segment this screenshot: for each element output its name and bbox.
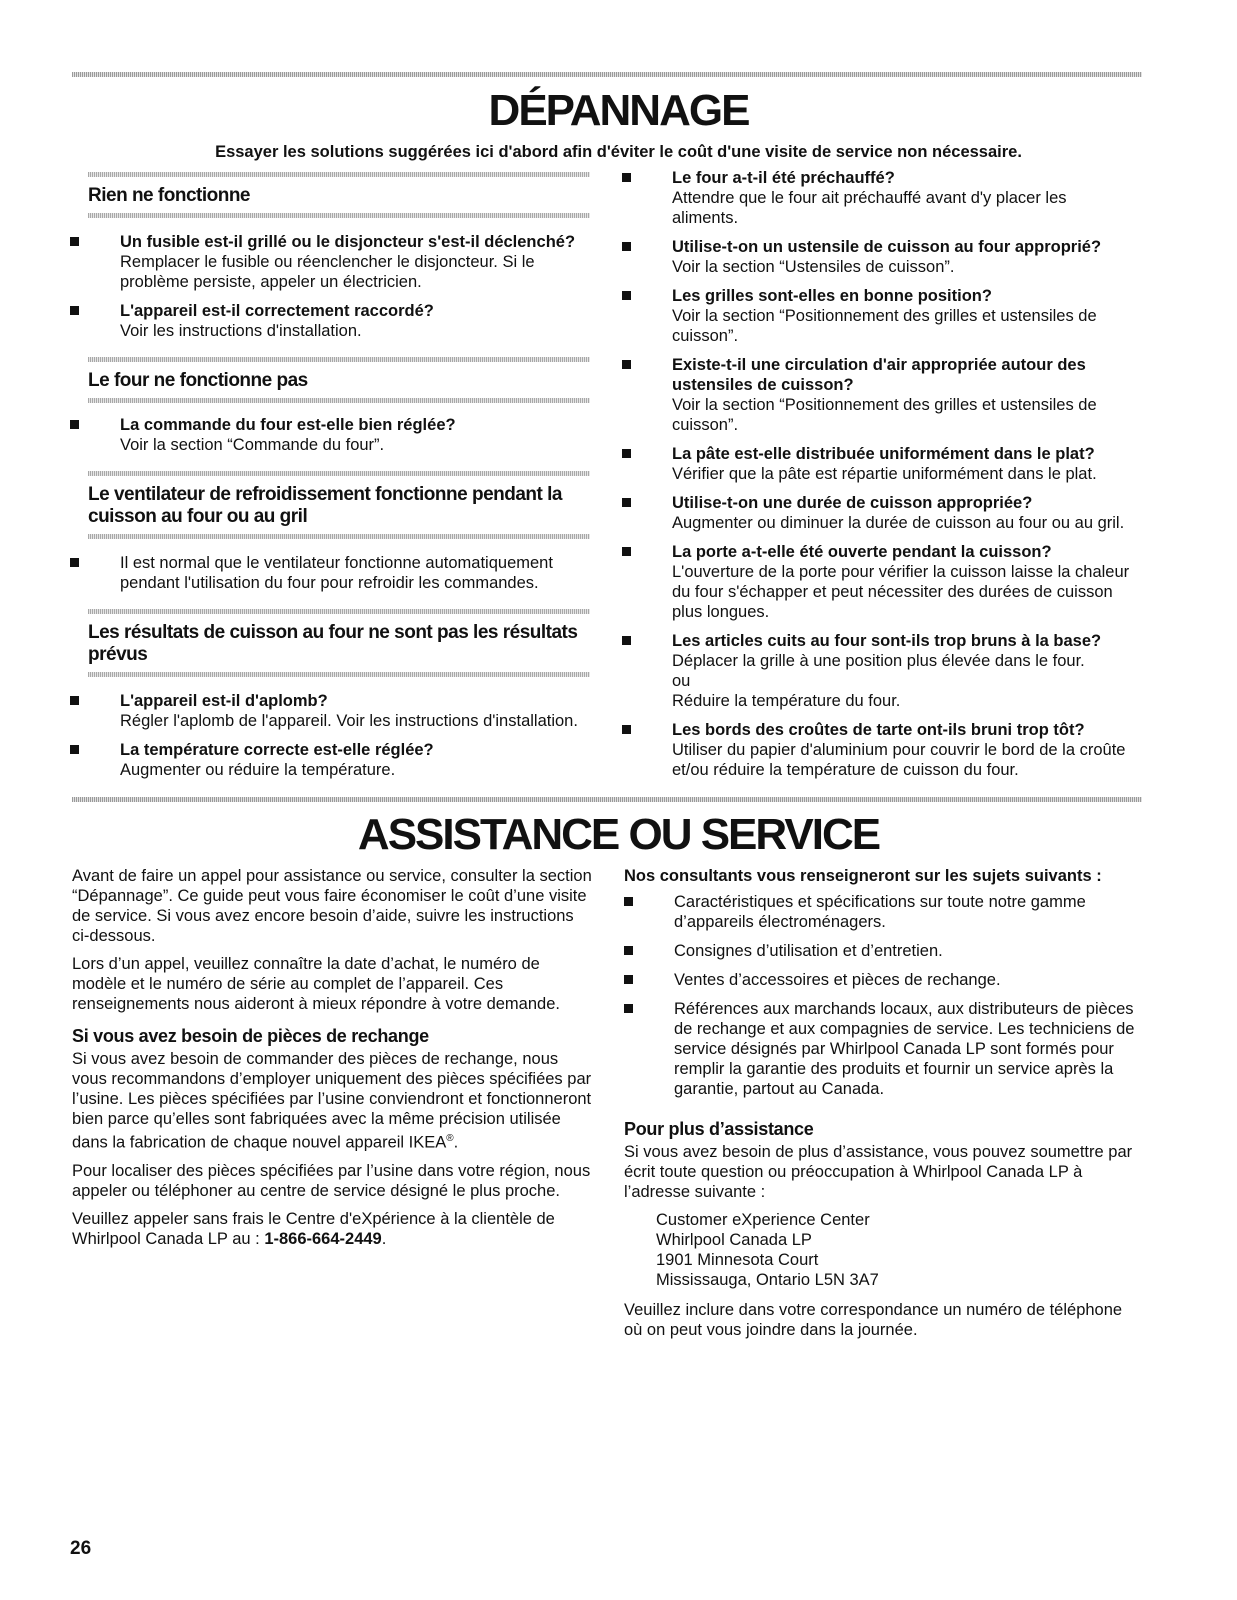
- top-rule: [72, 72, 1142, 77]
- bullet-icon: [624, 897, 633, 906]
- item-answer: Augmenter ou réduire la température.: [120, 761, 396, 779]
- item-question: Les articles cuits au four sont-ils trop bruns à la base?: [672, 632, 1102, 650]
- phone-paragraph: [72, 1209, 592, 1249]
- item-question: L'appareil est-il correctement raccordé?: [120, 302, 434, 320]
- section-heading: Le ventilateur de refroidissement fonctionne pendant la cuisson au four ou au gril: [88, 484, 562, 527]
- item-answer: Utiliser du papier d'aluminium pour couvrir le bord de la croûte et/ou réduire la température de cuisson du four.: [672, 741, 1126, 779]
- item-answer: Déplacer la grille à une position plus élevée dans le four.: [672, 652, 1085, 670]
- middle-rule: [72, 797, 1142, 802]
- troubleshooting-left-column: [70, 172, 590, 789]
- bullet-icon: [70, 420, 79, 429]
- topic-text: Caractéristiques et spécifications sur toute notre gamme d’appareils électroménagers.: [674, 893, 1086, 931]
- bullet-icon: [622, 360, 631, 369]
- item-answer: Remplacer le fusible ou réenclencher le disjoncteur. Si le problème persiste, appeler un électricien.: [120, 253, 535, 291]
- bullet-icon: [622, 242, 631, 251]
- assistance-right-column: [624, 866, 1139, 1348]
- assistance-paragraph: Avant de faire un appel pour assistance ou service, consulter la section “Dépannage”. Ce guide peut vous faire économiser le coût d’une visite de service. Si vous avez encore besoin d’aide, suivre les instructions ci-dessous.: [72, 867, 592, 945]
- section-heading: Rien ne fonctionne: [88, 185, 250, 206]
- list-item: [622, 444, 1132, 484]
- phone-number: 1-866-664-2449: [264, 1229, 382, 1248]
- item-answer: Régler l'aplomb de l'appareil. Voir les instructions d'installation.: [120, 712, 578, 730]
- troubleshooting-title: DÉPANNAGE: [488, 86, 749, 135]
- assistance-left-column: [72, 866, 592, 1257]
- bullet-icon: [624, 1004, 633, 1013]
- bullet-icon: [622, 498, 631, 507]
- section-heading: Le four ne fonctionne pas: [88, 370, 308, 391]
- item-list: [70, 232, 590, 341]
- topic-text: Consignes d’utilisation et d’entretien.: [674, 942, 943, 960]
- item-or: ou: [672, 672, 691, 690]
- list-item: [70, 301, 590, 341]
- bullet-icon: [622, 173, 631, 182]
- item-answer: Augmenter ou diminuer la durée de cuisson au four ou au gril.: [672, 514, 1125, 532]
- bullet-icon: [624, 946, 633, 955]
- item-question: La porte a-t-elle été ouverte pendant la cuisson?: [672, 543, 1052, 561]
- list-item: [624, 892, 1139, 932]
- phone-text-end: .: [381, 1229, 387, 1248]
- troubleshooting-intro: Essayer les solutions suggérées ici d'abord afin d'éviter le coût d'une visite de service non nécessaire.: [215, 143, 1022, 161]
- parts-paragraph: Pour localiser des pièces spécifiées par l’usine dans votre région, nous appeler ou téléphoner au centre de service désigné le plus proche.: [72, 1161, 591, 1200]
- section-rule: [88, 609, 590, 614]
- section-heading: Les résultats de cuisson au four ne sont pas les résultats prévus: [88, 622, 578, 665]
- address-line: Mississauga, Ontario L5N 3A7: [656, 1271, 879, 1289]
- section-rule: [88, 172, 590, 177]
- address-line: Customer eXperience Center: [656, 1211, 870, 1229]
- assistance-paragraph: Lors d’un appel, veuillez connaître la date d’achat, le numéro de modèle et le numéro de série au complet de l’appareil. Ces renseignements nous aideront à mieux répondre à votre demande.: [72, 955, 560, 1013]
- item-question: Le four a-t-il été préchauffé?: [672, 169, 895, 187]
- more-assistance-paragraph: Si vous avez besoin de plus d’assistance, vous pouvez soumettre par écrit toute question ou préoccupation à Whirlpool Canada LP à l’adresse suivante :: [624, 1143, 1133, 1201]
- parts-text-end: .: [453, 1133, 459, 1152]
- bullet-icon: [70, 696, 79, 705]
- bullet-icon: [622, 725, 631, 734]
- list-item: [622, 720, 1132, 780]
- mailing-address: [656, 1210, 1139, 1290]
- troubleshooting-right-column: [622, 168, 1132, 789]
- more-assistance-heading: Pour plus d’assistance: [624, 1119, 814, 1139]
- list-item: [622, 542, 1132, 622]
- parts-heading: Si vous avez besoin de pièces de rechange: [72, 1026, 429, 1046]
- bullet-icon: [70, 745, 79, 754]
- item-question: L'appareil est-il d'aplomb?: [120, 692, 328, 710]
- topic-text: Références aux marchands locaux, aux distributeurs de pièces de rechange et aux compagnies de service. Les techniciens de service désignés par Whirlpool Canada LP sont formés pour remplir la garantie des produits et fournir un service après la garantie, partout au Canada.: [674, 1000, 1135, 1098]
- item-answer: L'ouverture de la porte pour vérifier la cuisson laisse la chaleur du four s'échapper et peut nécessiter des durées de cuisson plus longues.: [672, 563, 1130, 621]
- list-item: [70, 691, 590, 731]
- bullet-icon: [70, 237, 79, 246]
- parts-paragraph: [72, 1049, 592, 1153]
- section-rule: [88, 357, 590, 362]
- list-item: [624, 970, 1139, 990]
- list-item: [622, 168, 1132, 228]
- list-item: [624, 999, 1139, 1099]
- bullet-icon: [622, 636, 631, 645]
- item-answer-alt: Réduire la température du four.: [672, 692, 901, 710]
- item-answer: Voir la section “Ustensiles de cuisson”.: [672, 258, 955, 276]
- address-line: 1901 Minnesota Court: [656, 1251, 819, 1269]
- bullet-icon: [622, 449, 631, 458]
- section-rule: [88, 213, 590, 218]
- item-answer: Voir la section “Positionnement des grilles et ustensiles de cuisson”.: [672, 396, 1097, 434]
- item-question: Les grilles sont-elles en bonne position?: [672, 287, 992, 305]
- bullet-icon: [624, 975, 633, 984]
- section-rule: [88, 672, 590, 677]
- item-question: Les bords des croûtes de tarte ont-ils bruni trop tôt?: [672, 721, 1085, 739]
- item-list: [70, 691, 590, 780]
- item-question: La pâte est-elle distribuée uniformément dans le plat?: [672, 445, 1095, 463]
- item-answer: Voir les instructions d'installation.: [120, 322, 362, 340]
- parts-text: Si vous avez besoin de commander des pièces de rechange, nous vous recommandons d’employer uniquement des pièces spécifiées par l’usine. Les pièces spécifiées par l’usine conviendront et fonctionneront bien parce qu’elles sont fabriquées avec la même précision utilisée dans la fabrication de chaque nouvel appareil IKEA: [72, 1050, 592, 1152]
- list-item: [622, 237, 1132, 277]
- page-number: 26: [70, 1538, 92, 1559]
- list-item: [70, 232, 590, 292]
- bullet-icon: [622, 547, 631, 556]
- item-list: [622, 168, 1132, 780]
- bullet-icon: [70, 558, 79, 567]
- item-question: Utilise-t-on un ustensile de cuisson au four approprié?: [672, 238, 1102, 256]
- topic-text: Ventes d’accessoires et pièces de rechange.: [674, 971, 1001, 989]
- list-item: [622, 631, 1132, 711]
- item-question: Un fusible est-il grillé ou le disjoncteur s'est-il déclenché?: [120, 233, 576, 251]
- section-rule: [88, 534, 590, 539]
- item-answer: Il est normal que le ventilateur fonctionne automatiquement pendant l'utilisation du four pour refroidir les commandes.: [120, 554, 553, 592]
- item-answer: Voir la section “Commande du four”.: [120, 436, 385, 454]
- section-rule: [88, 471, 590, 476]
- topic-list: [624, 892, 1139, 1099]
- list-item: [624, 941, 1139, 961]
- list-item: [622, 493, 1132, 533]
- list-item: [622, 355, 1132, 435]
- bullet-icon: [70, 306, 79, 315]
- closing-paragraph: Veuillez inclure dans votre correspondance un numéro de téléphone où on peut vous joindre dans la journée.: [624, 1301, 1123, 1339]
- phone-text: Veuillez appeler sans frais le Centre d'eXpérience à la clientèle de Whirlpool Canada LP au :: [72, 1209, 555, 1248]
- item-answer: Attendre que le four ait préchauffé avant d'y placer les aliments.: [672, 189, 1067, 227]
- item-question: La température correcte est-elle réglée?: [120, 741, 434, 759]
- bullet-icon: [622, 291, 631, 300]
- registered-mark: ®: [446, 1133, 454, 1144]
- item-answer: Voir la section “Positionnement des grilles et ustensiles de cuisson”.: [672, 307, 1097, 345]
- item-question: Existe-t-il une circulation d'air appropriée autour des ustensiles de cuisson?: [672, 356, 1086, 394]
- item-question: La commande du four est-elle bien réglée?: [120, 416, 456, 434]
- list-item: [70, 415, 590, 455]
- list-item: [70, 553, 590, 593]
- item-answer: Vérifier que la pâte est répartie uniformément dans le plat.: [672, 465, 1097, 483]
- list-item: [622, 286, 1132, 346]
- item-question: Utilise-t-on une durée de cuisson appropriée?: [672, 494, 1033, 512]
- section-rule: [88, 398, 590, 403]
- address-line: Whirlpool Canada LP: [656, 1231, 812, 1249]
- consultants-lead: Nos consultants vous renseigneront sur les sujets suivants :: [624, 867, 1102, 885]
- assistance-title: ASSISTANCE OU SERVICE: [357, 810, 880, 859]
- list-item: [70, 740, 590, 780]
- item-list: [70, 553, 590, 593]
- item-list: [70, 415, 590, 455]
